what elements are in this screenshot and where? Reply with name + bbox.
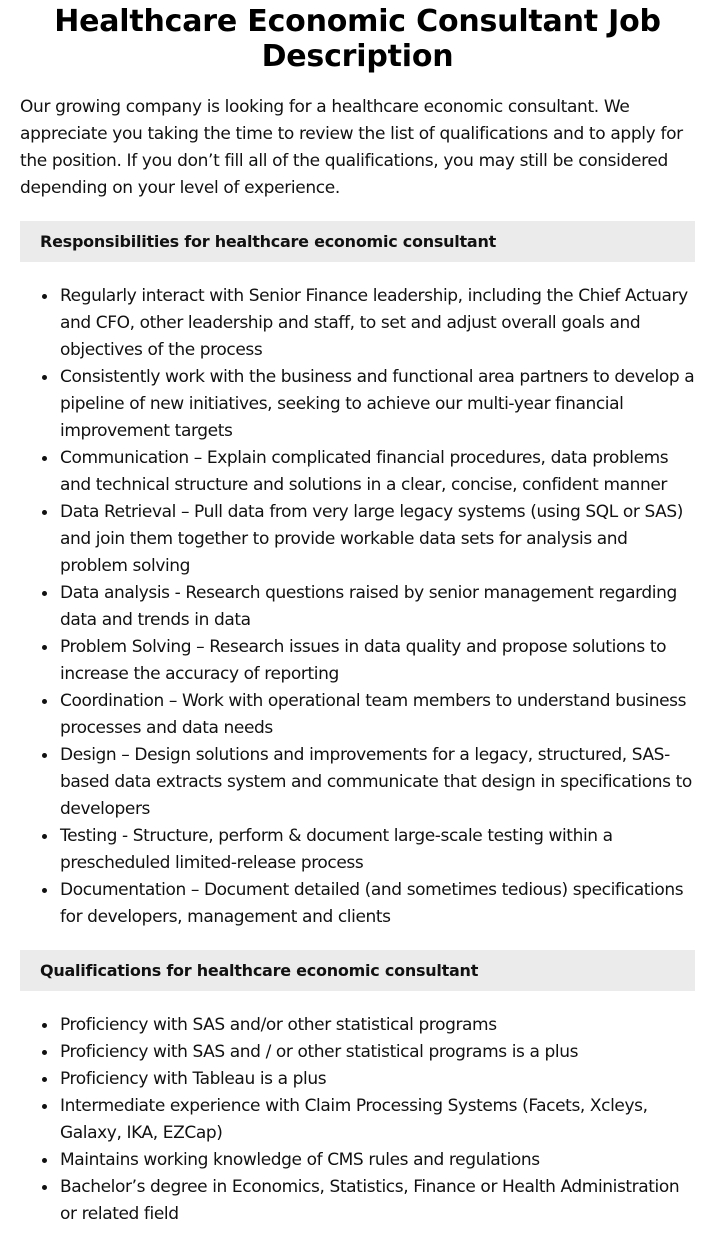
- list-item: Proficiency with SAS and / or other statistical programs is a plus: [60, 1039, 695, 1066]
- list-item: Maintains working knowledge of CMS rules and regulations: [60, 1147, 695, 1174]
- responsibilities-list: [20, 283, 695, 931]
- responsibilities-heading: Responsibilities for healthcare economic consultant: [20, 221, 695, 262]
- list-item: Proficiency with Tableau is a plus: [60, 1066, 695, 1093]
- list-item: Intermediate experience with Claim Processing Systems (Facets, Xcleys, Galaxy, IKA, EZCap): [60, 1093, 695, 1147]
- list-item: Data Retrieval – Pull data from very large legacy systems (using SQL or SAS) and join them together to provide workable data sets for analysis and problem solving: [60, 499, 695, 580]
- list-item: Bachelor’s degree in Economics, Statistics, Finance or Health Administration or related field: [60, 1174, 695, 1228]
- qualifications-heading: Qualifications for healthcare economic consultant: [20, 950, 695, 991]
- list-item: Communication – Explain complicated financial procedures, data problems and technical structure and solutions in a clear, concise, confident manner: [60, 445, 695, 499]
- list-item: Problem Solving – Research issues in data quality and propose solutions to increase the accuracy of reporting: [60, 634, 695, 688]
- list-item: Regularly interact with Senior Finance leadership, including the Chief Actuary and CFO, other leadership and staff, to set and adjust overall goals and objectives of the process: [60, 283, 695, 364]
- intro-paragraph: Our growing company is looking for a healthcare economic consultant. We appreciate you taking the time to review the list of qualifications and to apply for the position. If you don’t fill all of the qualifications, you may still be considered depending on your level of experience.: [20, 97, 683, 198]
- list-item: Data analysis - Research questions raised by senior management regarding data and trends in data: [60, 580, 695, 634]
- list-item: Consistently work with the business and functional area partners to develop a pipeline of new initiatives, seeking to achieve our multi-year financial improvement targets: [60, 364, 695, 445]
- list-item: Proficiency with SAS and/or other statistical programs: [60, 1012, 695, 1039]
- list-item: Testing - Structure, perform & document large-scale testing within a prescheduled limited-release process: [60, 823, 695, 877]
- qualifications-list: [20, 1012, 695, 1228]
- page-title: Healthcare Economic Consultant Job Description: [54, 4, 661, 74]
- job-description-page: [20, 0, 695, 1228]
- list-item: Documentation – Document detailed (and sometimes tedious) specifications for developers, management and clients: [60, 877, 695, 931]
- list-item: Design – Design solutions and improvements for a legacy, structured, SAS-based data extracts system and communicate that design in specifications to developers: [60, 742, 695, 823]
- list-item: Coordination – Work with operational team members to understand business processes and data needs: [60, 688, 695, 742]
